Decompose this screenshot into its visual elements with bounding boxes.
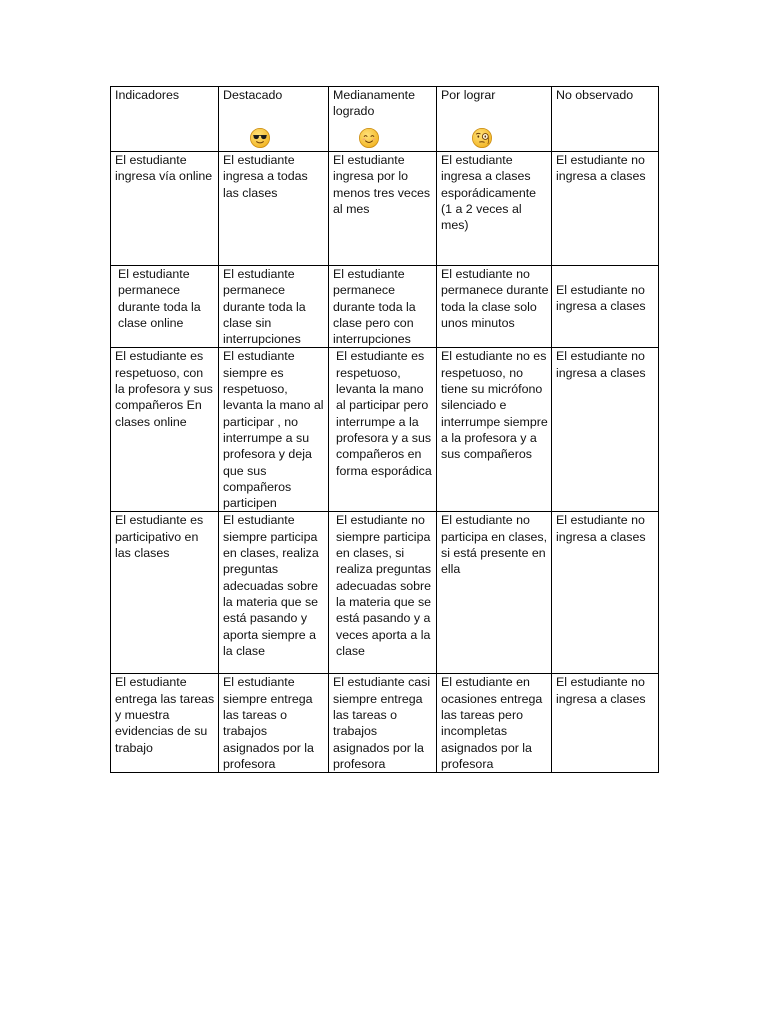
por-lograr-cell: El estudiante ingresa a clases esporádicamente (1 a 2 veces al mes): [437, 152, 552, 266]
medianamente-cell: El estudiante ingresa por lo menos tres veces al mes: [329, 152, 437, 266]
indicator-cell: El estudiante entrega las tareas y muestra evidencias de su trabajo: [111, 674, 219, 773]
indicator-cell: El estudiante es respetuoso, con la profesora y sus compañeros En clases online: [111, 348, 219, 512]
por-lograr-cell: El estudiante no es respetuoso, no tiene su micrófono silenciado e interrumpe siempre a la profesora y a sus compañeros: [437, 348, 552, 512]
table-row: [111, 348, 659, 512]
destacado-cell: El estudiante siempre participa en clases, realiza preguntas adecuadas sobre la materia que se está pasando y aporta siempre a la clase: [219, 512, 329, 674]
smiling-face-icon: [358, 127, 380, 149]
table-row: [111, 512, 659, 674]
por-lograr-cell: El estudiante en ocasiones entrega las tareas pero incompletas asignados por la profesora: [437, 674, 552, 773]
por-lograr-cell: El estudiante no permanece durante toda la clase solo unos minutos: [437, 266, 552, 348]
no-observado-cell: El estudiante no ingresa a clases: [552, 674, 659, 773]
table-row: [111, 674, 659, 773]
indicator-cell: El estudiante permanece durante toda la clase online: [111, 266, 219, 348]
medianamente-cell: El estudiante permanece durante toda la clase pero con interrupciones: [329, 266, 437, 348]
header-medianamente-logrado: Medianamente logrado: [329, 87, 437, 152]
header-indicadores: Indicadores: [111, 87, 219, 152]
medianamente-cell: El estudiante no siempre participa en clases, si realiza preguntas adecuadas sobre la materia que se está pasando y a veces aporta a la clase: [329, 512, 437, 674]
por-lograr-cell: El estudiante no participa en clases, si está presente en ella: [437, 512, 552, 674]
destacado-cell: El estudiante siempre es respetuoso, levanta la mano al participar , no interrumpe a su profesora y deja que sus compañeros participen: [219, 348, 329, 512]
header-por-lograr: Por lograr: [437, 87, 552, 152]
medianamente-cell: El estudiante es respetuoso, levanta la mano al participar pero interrumpe a la profesora y a sus compañeros en forma esporádica: [329, 348, 437, 512]
no-observado-cell: El estudiante no ingresa a clases: [552, 348, 659, 512]
indicator-cell: El estudiante es participativo en las clases: [111, 512, 219, 674]
indicator-cell: El estudiante ingresa vía online: [111, 152, 219, 266]
destacado-cell: El estudiante permanece durante toda la clase sin interrupciones: [219, 266, 329, 348]
header-row: [111, 87, 659, 152]
destacado-cell: El estudiante siempre entrega las tareas o trabajos asignados por la profesora: [219, 674, 329, 773]
medianamente-cell: El estudiante casi siempre entrega las tareas o trabajos asignados por la profesora: [329, 674, 437, 773]
destacado-cell: El estudiante ingresa a todas las clases: [219, 152, 329, 266]
table-row: [111, 152, 659, 266]
header-destacado: Destacado: [219, 87, 329, 152]
sunglasses-face-icon: [249, 127, 271, 149]
header-no-observado: No observado: [552, 87, 659, 152]
monocle-face-icon: [471, 127, 493, 149]
table-row: [111, 266, 659, 348]
no-observado-cell: El estudiante no ingresa a clases: [552, 266, 659, 348]
no-observado-cell: El estudiante no ingresa a clases: [552, 512, 659, 674]
no-observado-cell: El estudiante no ingresa a clases: [552, 152, 659, 266]
rubric-table: [110, 86, 659, 773]
